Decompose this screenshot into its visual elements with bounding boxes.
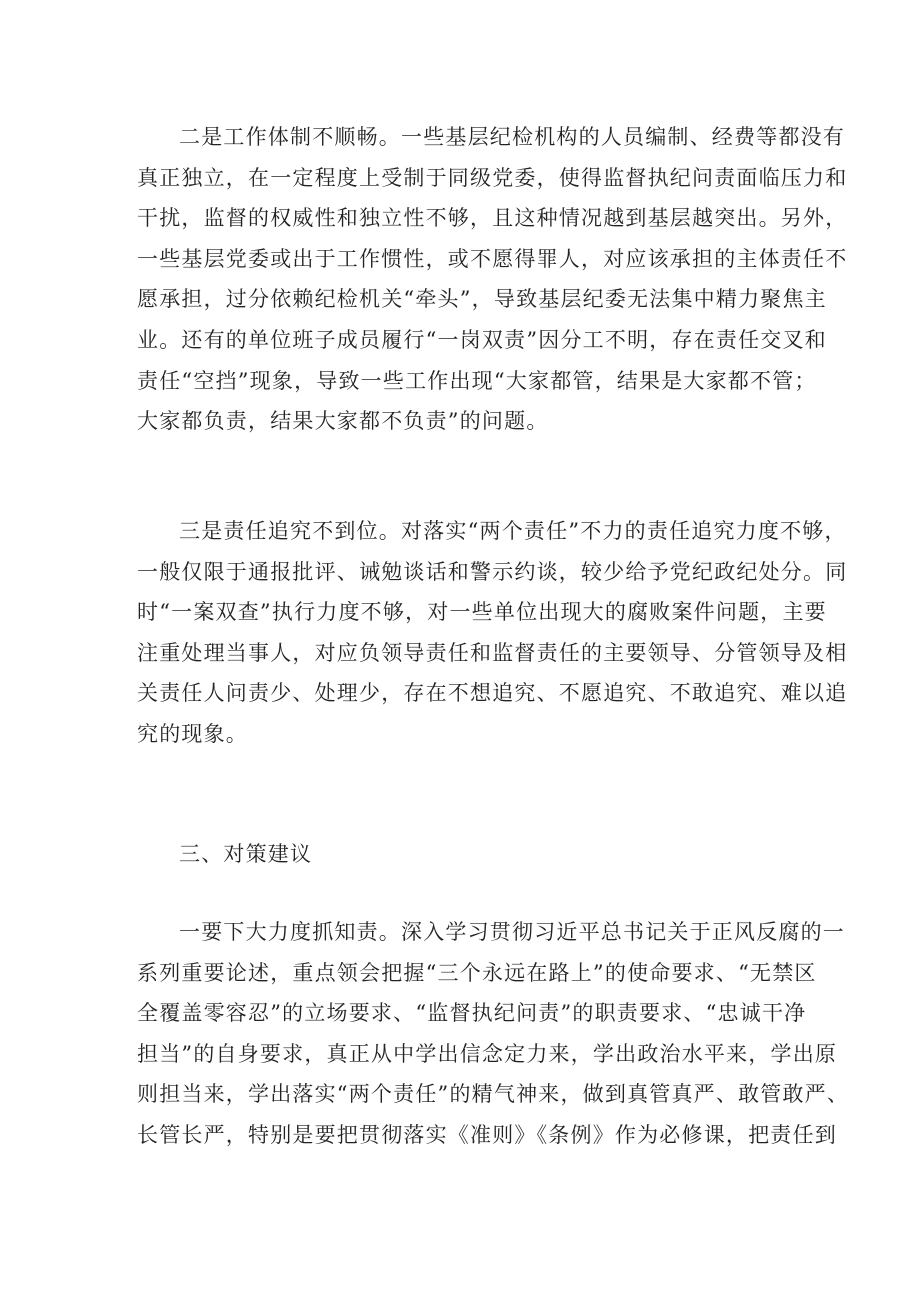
text-line: 大家都负责，结果大家都不负责”的问题。 [137,409,549,434]
text-line: 则担当来，学出落实“两个责任”的精气神来，做到真管真严、敢管敢严、 [137,1082,850,1107]
text-line: 一般仅限于通报批评、诫勉谈话和警示约谈，较少给予党纪政纪处分。同 [137,559,848,584]
text-line: 真正独立，在一定程度上受制于同级党委，使得监督执纪问责面临压力和 [137,165,848,190]
text-line: 究的现象。 [137,721,248,746]
text-line: 系列重要论述，重点领会把握“三个永远在路上”的使命要求、“无禁区 [137,960,817,985]
paragraph-work-system [137,117,848,442]
text-line: 干扰，监督的权威性和独立性不够，且这种情况越到基层越突出。另外， [137,206,848,231]
text-line: 责任“空挡”现象，导致一些工作出现“大家都管，结果是大家都不管； [137,368,817,393]
text-line: 三是责任追究不到位。对落实“两个责任”不力的责任追究力度不够， [179,519,847,543]
paragraph-knowing-responsibility [137,912,850,1156]
text-line: 一要下大力度抓知责。深入学习贯彻习近平总书记关于正风反腐的一 [179,920,845,944]
section-heading [137,834,797,875]
text-line: 一些基层党委或出于工作惯性，或不愿得罪人，对应该承担的主体责任不 [137,246,848,271]
text-line: 时“一案双查”执行力度不够，对一些单位出现大的腐败案件问题，主要 [137,600,827,625]
text-line: 长管长严，特别是要把贯彻落实《准则》《条例》作为必修课，把责任到 [137,1122,837,1147]
text-line: 愿承担，过分依赖纪检机关“牵头”，导致基层纪委无法集中精力聚焦主 [137,287,827,312]
text-line: 注重处理当事人，对应负领导责任和监督责任的主要领导、分管领导及相 [137,640,848,665]
paragraph-accountability [137,511,848,755]
text-line: 关责任人问责少、处理少，存在不想追究、不愿追究、不敢追究、难以追 [137,681,848,706]
text-line: 担当”的自身要求，真正从中学出信念定力来，学出政治水平来，学出原 [137,1041,838,1066]
text-line: 业。还有的单位班子成员履行“一岗双责”因分工不明，存在责任交叉和 [137,327,827,352]
text-line: 二是工作体制不顺畅。一些基层纪检机构的人员编制、经费等都没有 [179,125,845,149]
text-line: 全覆盖零容忍”的立场要求、“监督执纪问责”的职责要求、“忠诚干净 [137,1001,807,1026]
section-heading-text: 三、对策建议 [179,842,313,866]
